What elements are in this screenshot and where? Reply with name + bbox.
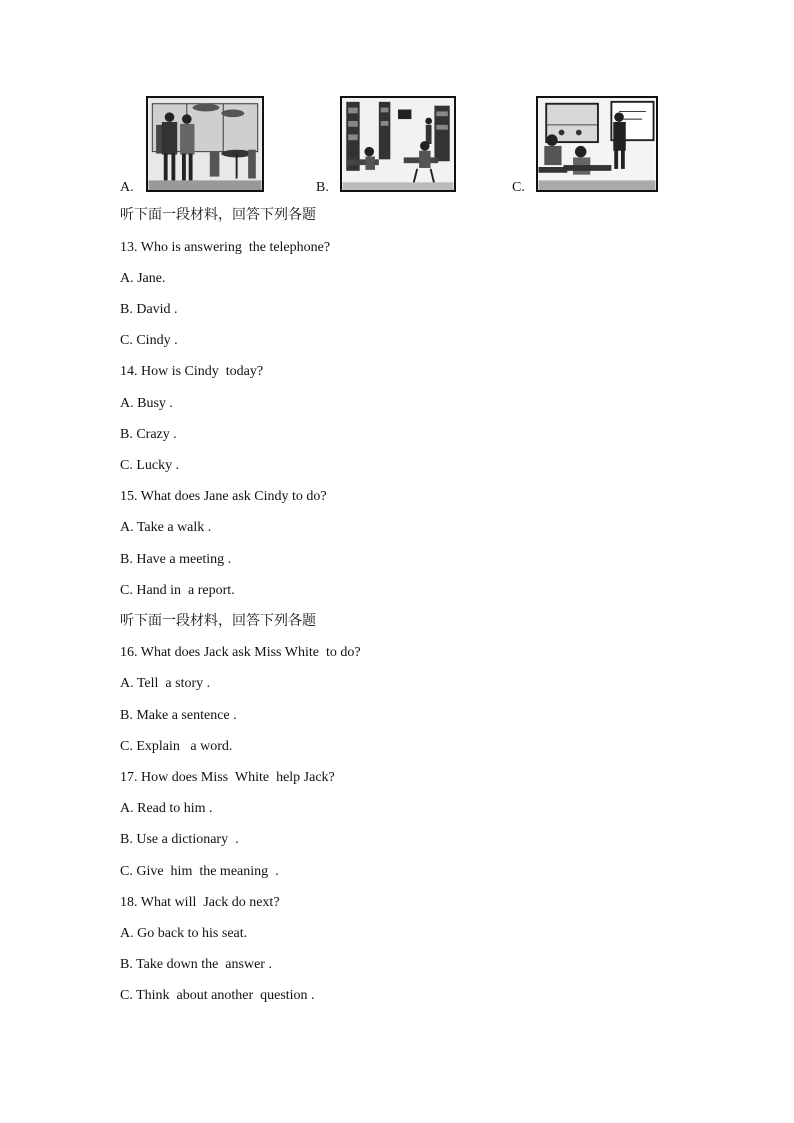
option-17-c: C. Give him the meaning .	[120, 864, 279, 879]
picture-classroom	[536, 96, 658, 192]
option-17-a: A. Read to him .	[120, 801, 213, 816]
question-17: 17. How does Miss White help Jack?	[120, 770, 335, 785]
option-14-c: C. Lucky .	[120, 458, 180, 473]
option-13-a: A. Jane.	[120, 271, 166, 286]
option-17-b: B. Use a dictionary .	[120, 832, 239, 847]
classroom-illustration	[538, 98, 656, 190]
option-14-a: A. Busy .	[120, 396, 173, 411]
option-13-b: B. David .	[120, 302, 178, 317]
question-13: 13. Who is answering the telephone?	[120, 240, 331, 255]
section-heading: 听下面一段材料，回答下列各题	[120, 207, 316, 223]
question-16: 16. What does Jack ask Miss White to do?	[120, 645, 361, 660]
option-16-a: A. Tell a story .	[120, 676, 211, 691]
option-18-b: B. Take down the answer .	[120, 957, 272, 972]
library-illustration	[342, 98, 454, 190]
option-14-b: B. Crazy .	[120, 427, 177, 442]
question-18: 18. What will Jack do next?	[120, 895, 280, 910]
option-15-b: B. Have a meeting .	[120, 552, 232, 567]
section-heading: 听下面一段材料，回答下列各题	[120, 613, 316, 629]
option-15-c: C. Hand in a report.	[120, 583, 235, 598]
picture-label-a: A.	[120, 180, 134, 195]
option-15-a: A. Take a walk .	[120, 520, 212, 535]
option-13-c: C. Cindy .	[120, 333, 178, 348]
picture-label-c: C.	[512, 180, 525, 195]
option-18-a: A. Go back to his seat.	[120, 926, 248, 941]
option-16-b: B. Make a sentence .	[120, 708, 237, 723]
option-18-c: C. Think about another question .	[120, 988, 315, 1003]
picture-library	[340, 96, 456, 192]
picture-options	[0, 96, 794, 200]
option-16-c: C. Explain a word.	[120, 739, 233, 754]
picture-label-b: B.	[316, 180, 329, 195]
picture-living-room	[146, 96, 264, 192]
question-14: 14. How is Cindy today?	[120, 364, 264, 379]
question-15: 15. What does Jane ask Cindy to do?	[120, 489, 327, 504]
living-room-illustration	[148, 98, 262, 190]
